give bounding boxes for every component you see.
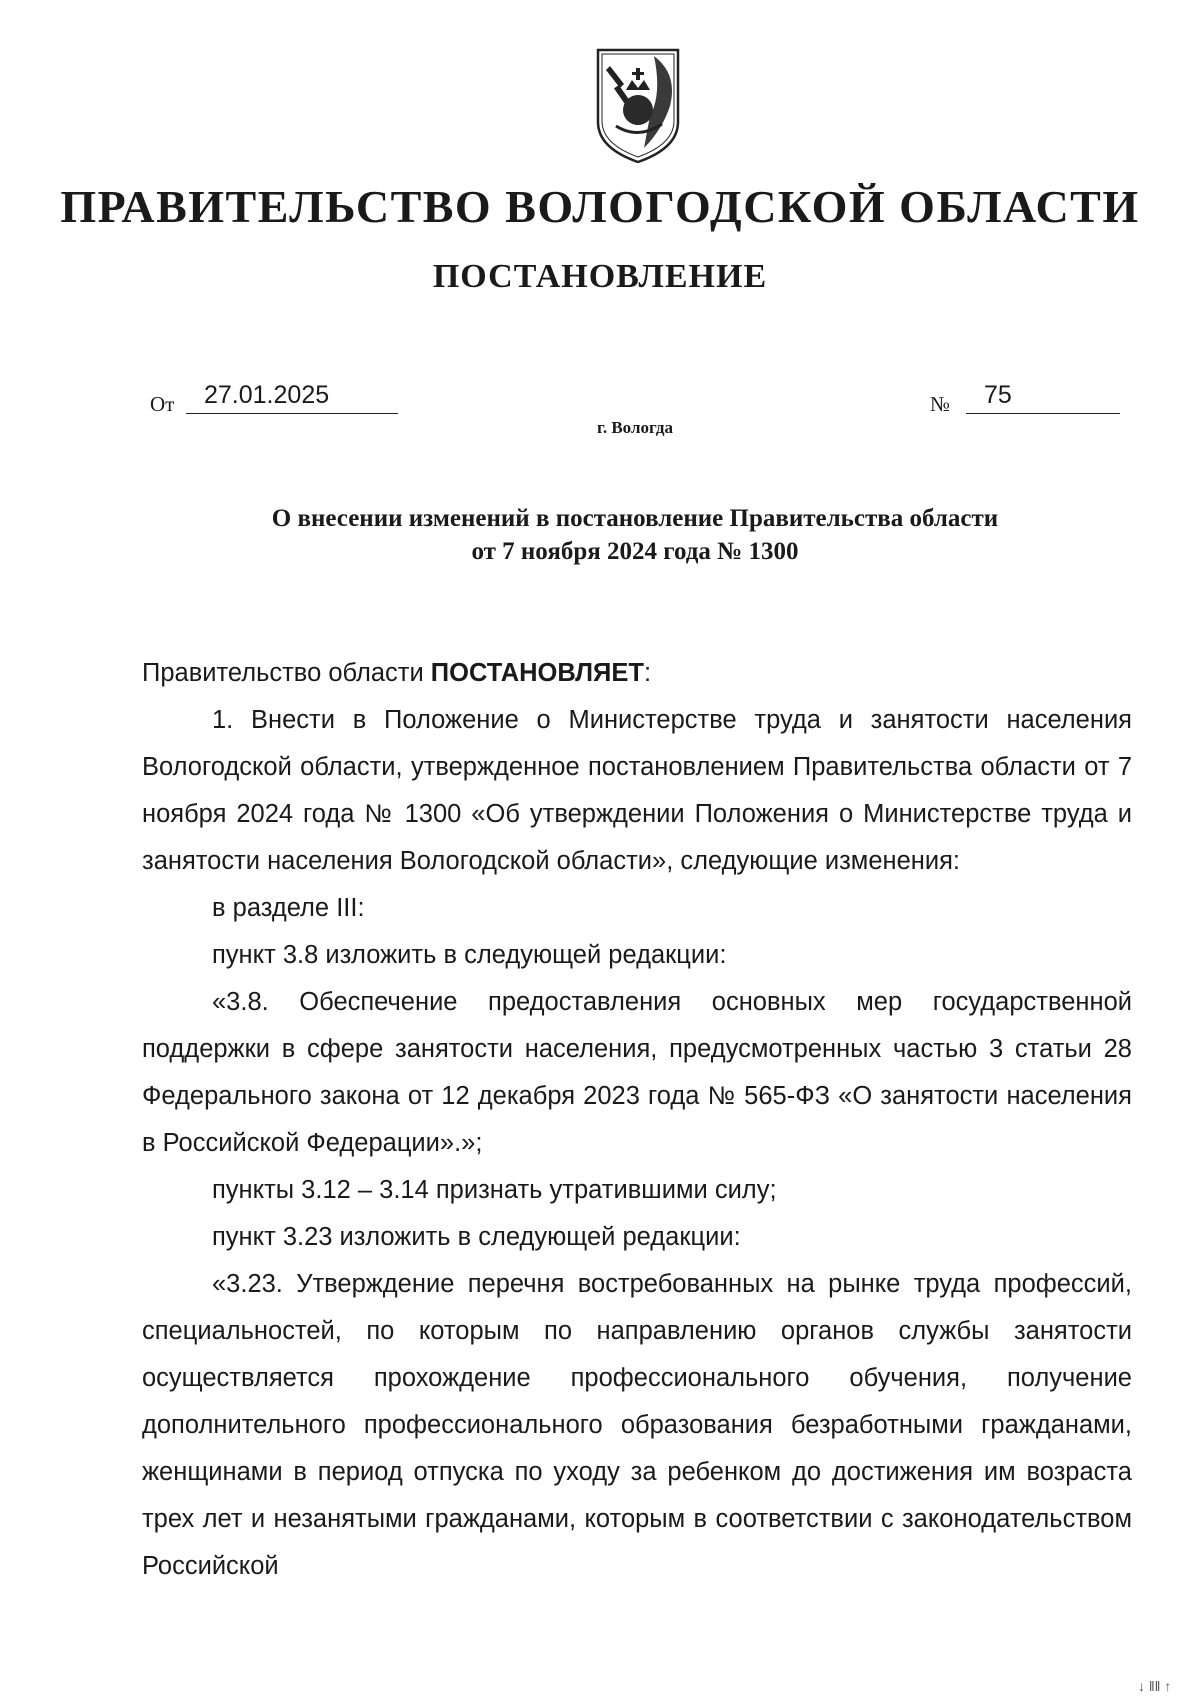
body-paragraph: «3.8. Обеспечение предоставления основных мер государственной поддержки в сфере занятости населения, предусмотренных частью 3 статьи 28 Федерального закона от 12 декабря 2023 года № 565-ФЗ «О занятости населения в Российской Федерации».»;: [142, 988, 1132, 1157]
intro-keyword: ПОСТАНОВЛЯЕТ: [430, 659, 644, 687]
number-label: №: [930, 392, 951, 416]
body-paragraph: «3.23. Утверждение перечня востребованных на рынке труда профессий, специальностей, по которым по направлению органов службы занятости осуществляется прохождение профессионального обучения, получение дополнительного профессионального образования безработными гражданами, женщинами в период отпуска по уходу за ребенком до достижения им возраста трех лет и незанятыми гражданами, которым в соответствии с законодательством Российской: [142, 1270, 1132, 1580]
page-edge-mark: ↓ ‖‖ ↑: [1138, 1678, 1172, 1694]
document-body: [142, 650, 1132, 1590]
intro-paragraph: [142, 650, 1132, 697]
body-paragraph: 1. Внести в Положение о Министерстве труда и занятости населения Вологодской области, утвержденное постановлением Правительства области от 7 ноября 2024 года № 1300 «Об утверждении Положения о Министерстве труда и занятости населения Вологодской области», следующие изменения:: [142, 706, 1132, 875]
body-paragraph: пункт 3.8 изложить в следующей редакции:: [212, 941, 727, 969]
organization-title: ПРАВИТЕЛЬСТВО ВОЛОГОДСКОЙ ОБЛАСТИ: [60, 181, 1140, 232]
body-paragraph: пункты 3.12 – 3.14 признать утратившими силу;: [212, 1176, 777, 1204]
document-date: 27.01.2025: [186, 380, 398, 414]
document-type-title: ПОСТАНОВЛЕНИЕ: [432, 258, 768, 295]
subject-line: от 7 ноября 2024 года № 1300: [471, 538, 799, 565]
body-paragraph: пункт 3.23 изложить в следующей редакции:: [212, 1223, 741, 1251]
date-label: От: [150, 392, 175, 416]
document-subject: [160, 502, 1110, 568]
subject-line: О внесении изменений в постановление Правительства области: [271, 505, 999, 532]
city-label: г. Вологда: [597, 418, 673, 437]
intro-colon: :: [643, 659, 652, 687]
intro-text: Правительство области: [142, 659, 431, 687]
date-number-row: [0, 380, 1200, 420]
document-number: 75: [966, 380, 1120, 414]
coat-of-arms-icon: [592, 44, 684, 166]
body-paragraph: в разделе III:: [212, 894, 365, 922]
